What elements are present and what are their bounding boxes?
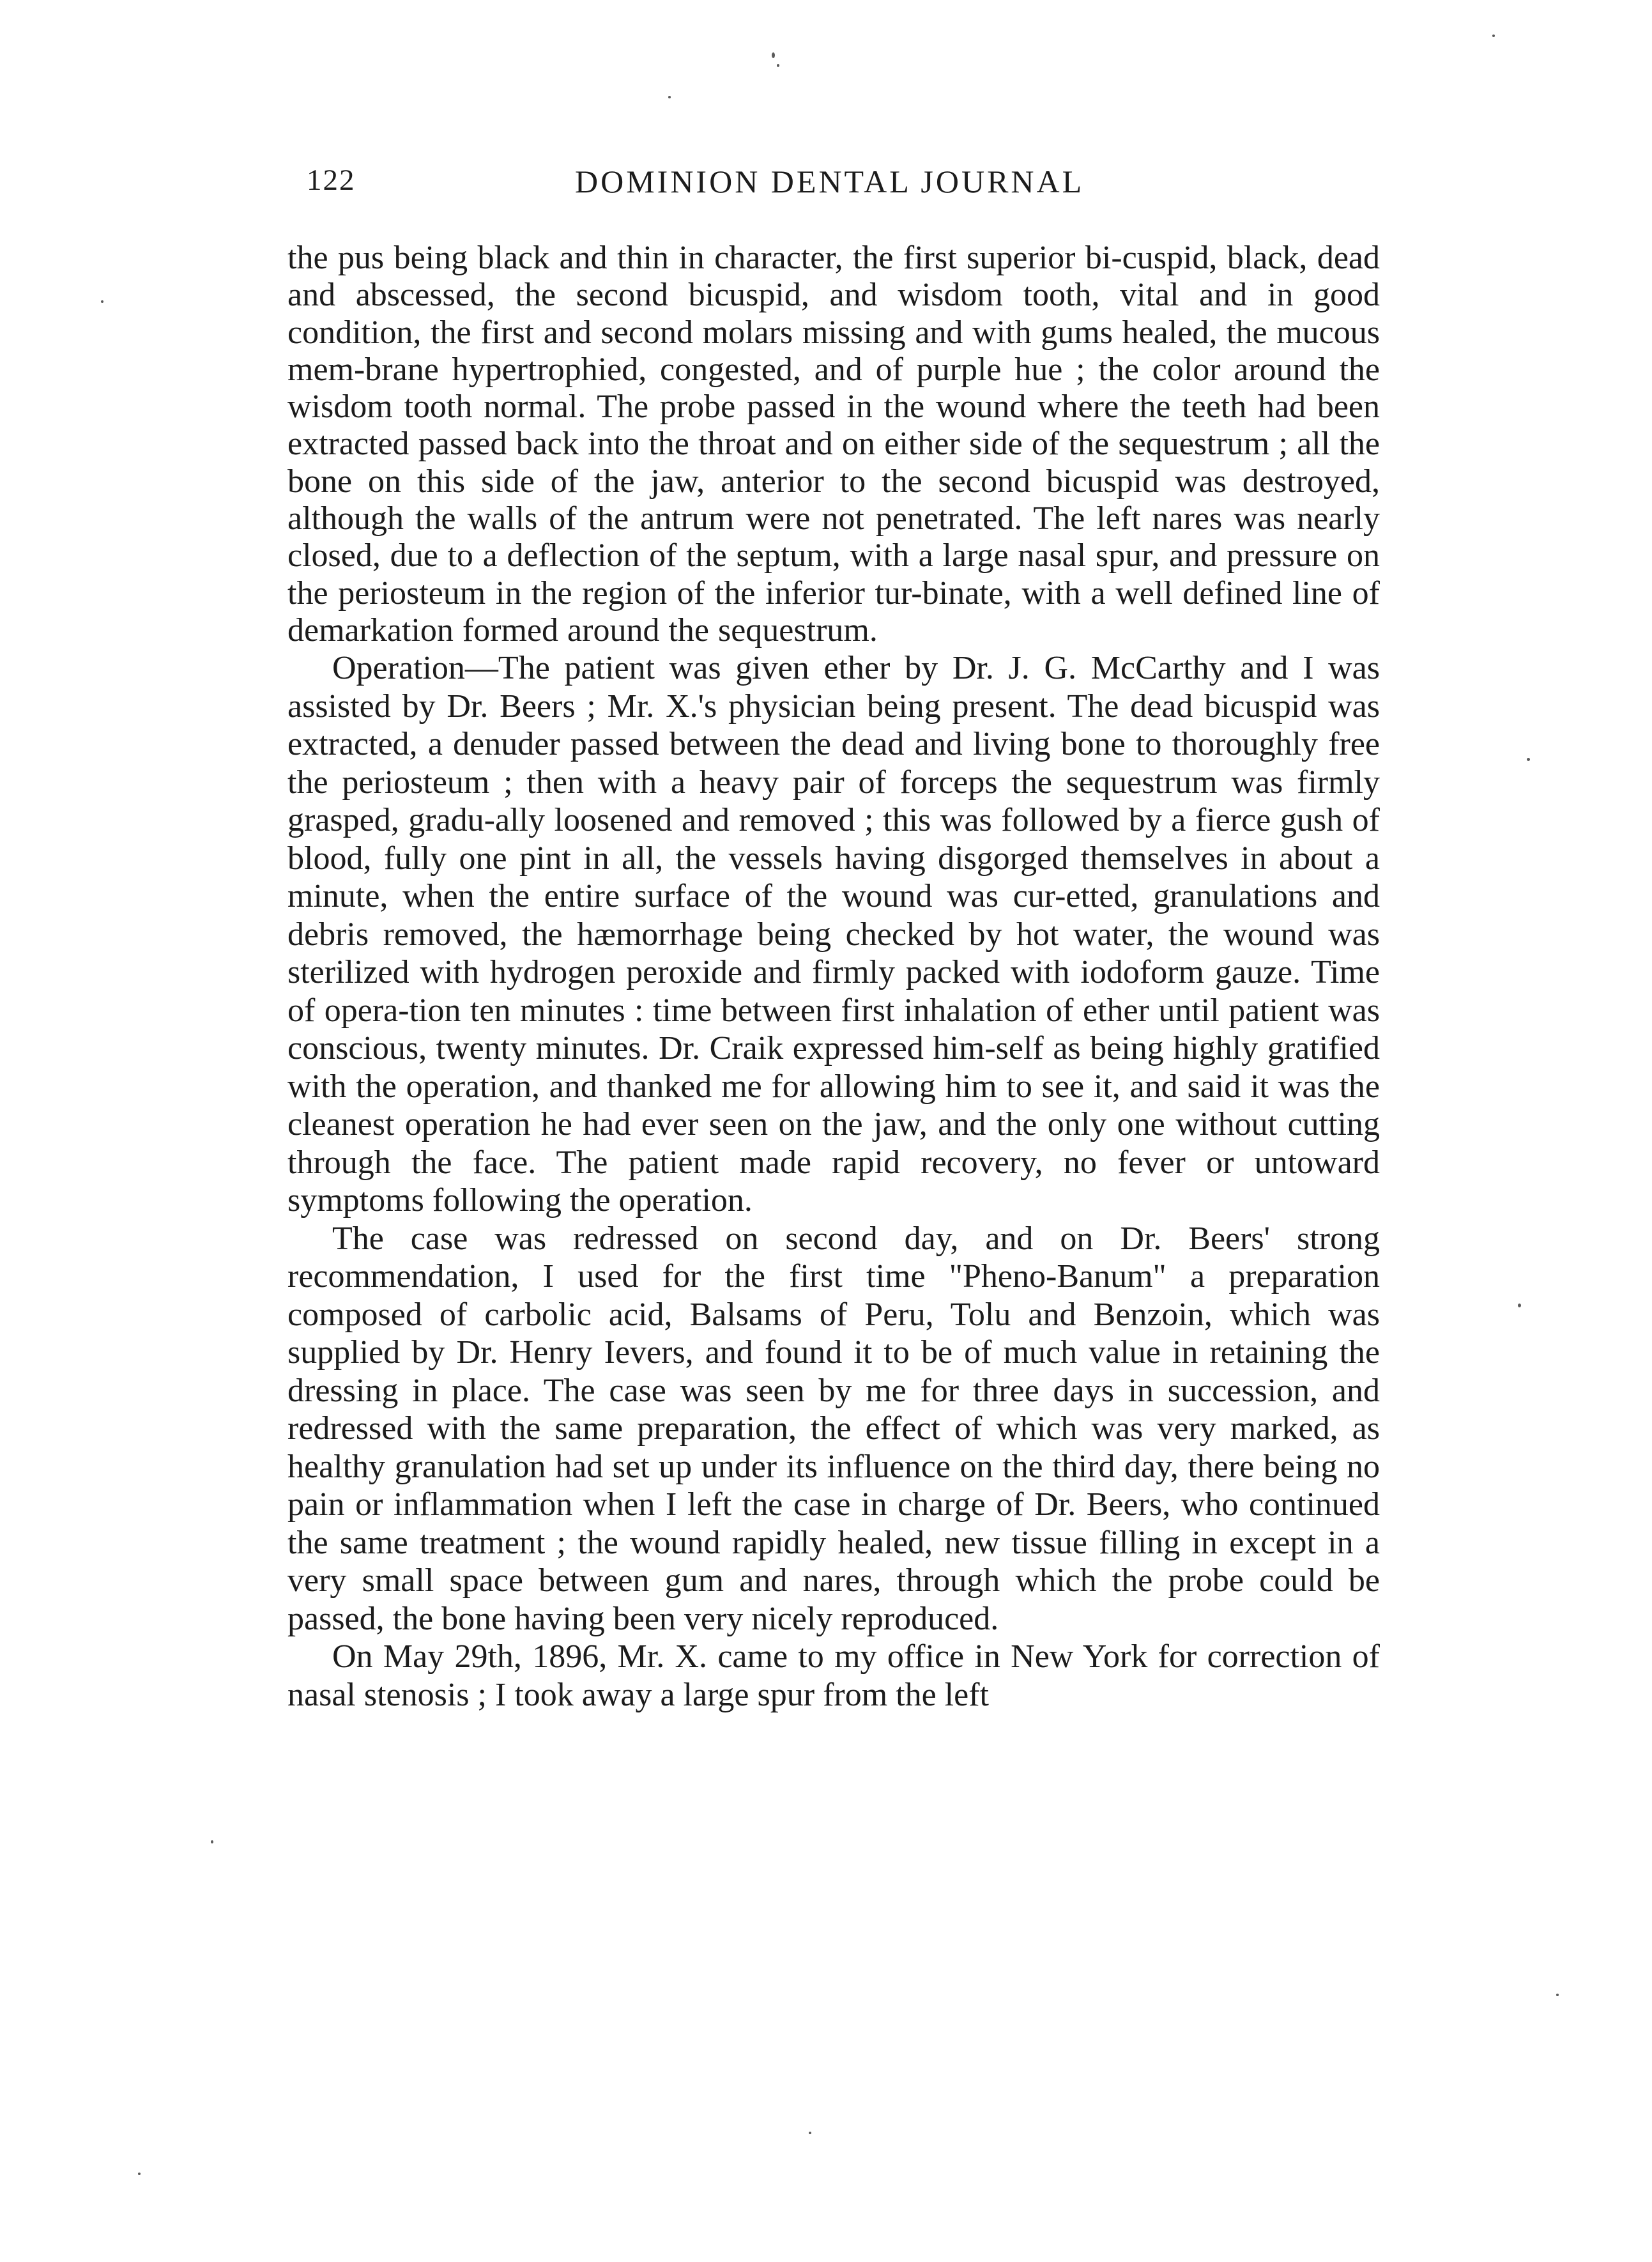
body-paragraph: The case was redressed on second day, and on Dr. Beers' strong recommendation, I used for the first time "Pheno-Banum" a preparation composed of carbolic acid, Balsams of Peru, Tolu and Benzoin, which was supplied by Dr. Henry Ievers, and found it to be of much value in retaining the dressing in place. The case was seen by me for three days in succession, and redressed with the same preparation, the effect of which was very marked, as healthy granulation had set up under its influence on the third day, there being no pain or inflammation when I left the case in charge of Dr. Beers, who continued the same treatment ; the wound rapidly healed, new tissue filling in except in a very small space between gum and nares, through which the probe could be passed, the bone having been very nicely reproduced. <box>287 1220 1380 1637</box>
scan-speck <box>1527 758 1530 761</box>
scan-speck <box>1518 1304 1521 1307</box>
scan-speck <box>211 1840 213 1843</box>
scan-speck <box>1492 35 1495 37</box>
journal-title: DOMINION DENTAL JOURNAL <box>575 164 1085 199</box>
article-body <box>287 240 1380 1714</box>
scan-speck <box>772 52 775 58</box>
scan-speck <box>668 96 671 98</box>
body-paragraph: Operation—The patient was given ether by Dr. J. G. McCarthy and I was assisted by Dr. Beers ; Mr. X.'s physician being present. The dead bicuspid was extracted, a denuder passed between the dead and living bone to thoroughly free the periosteum ; then with a heavy pair of forceps the sequestrum was firmly grasped, gradu-ally loosened and removed ; this was followed by a fierce gush of blood, fully one pint in all, the vessels having disgorged themselves in about a minute, when the entire surface of the wound was cur-etted, granulations and debris removed, the hæmorrhage being checked by hot water, the wound was sterilized with hydrogen peroxide and firmly packed with iodoform gauze. Time of opera-tion ten minutes : time between first inhalation of ether until patient was conscious, twenty minutes. Dr. Craik expressed him-self as being highly gratified with the operation, and thanked me for allowing him to see it, and said it was the cleanest operation he had ever seen on the jaw, and the only one without cutting through the face. The patient made rapid recovery, no fever or untoward symptoms following the operation. <box>287 650 1380 1219</box>
running-head <box>307 163 1380 214</box>
scan-speck <box>777 64 779 67</box>
scan-speck <box>101 300 103 303</box>
scan-speck <box>138 2173 141 2175</box>
body-paragraph: On May 29th, 1896, Mr. X. came to my office in New York for correction of nasal stenosis ; I took away a large spur from the left <box>287 1638 1380 1713</box>
page-number: 122 <box>307 164 356 197</box>
scan-speck <box>809 2132 811 2134</box>
body-paragraph: the pus being black and thin in character, the first superior bi-cuspid, black, dead and abscessed, the second bicuspid, and wisdom tooth, vital and in good condition, the first and second molars missing and with gums healed, the mucous mem-brane hypertrophied, congested, and of purple hue ; the color around the wisdom tooth normal. The probe passed in the wound where the teeth had been extracted passed back into the throat and on either side of the sequestrum ; all the bone on this side of the jaw, anterior to the second bicuspid was destroyed, although the walls of the antrum were not penetrated. The left nares was nearly closed, due to a deflection of the septum, with a large nasal spur, and pressure on the periosteum in the region of the inferior tur-binate, with a well defined line of demarkation formed around the sequestrum. <box>287 240 1380 649</box>
scan-speck <box>1556 1994 1559 1996</box>
